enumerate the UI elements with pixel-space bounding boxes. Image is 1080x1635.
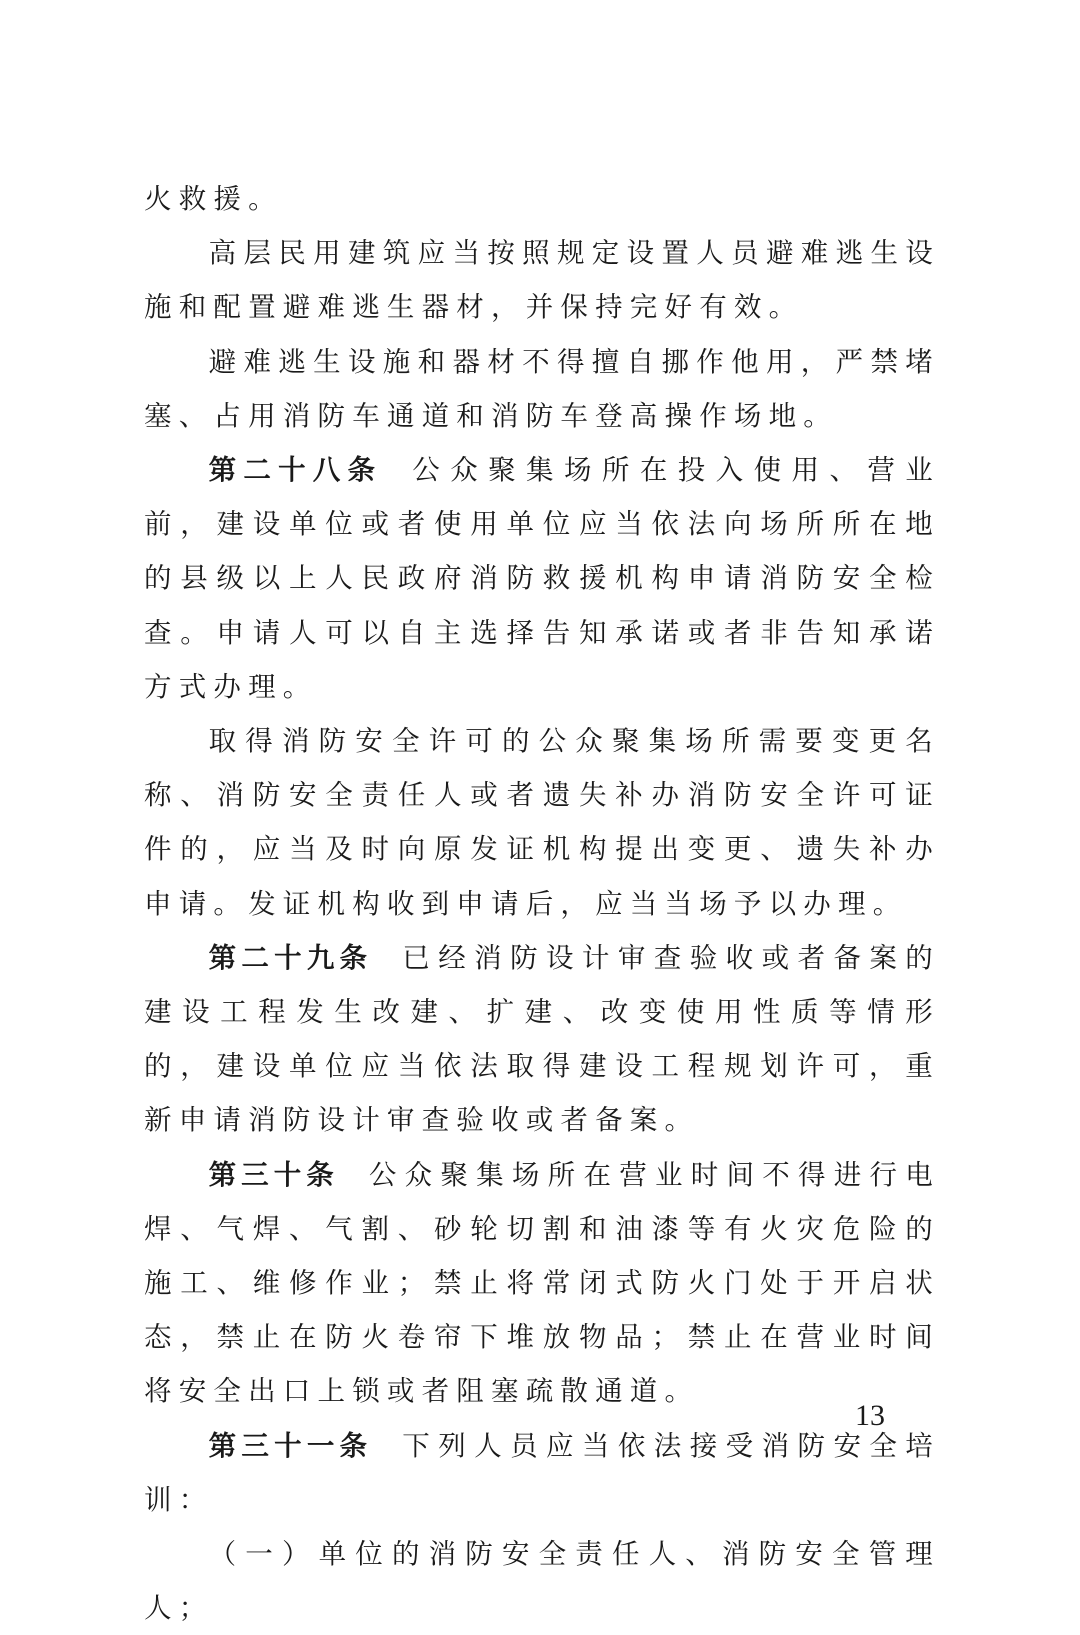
article-label: 第三十条 <box>208 1158 339 1191</box>
paragraph-text: 公众聚集场所在营业时间不得进行电焊、气焊、气割、砂轮切割和油漆等有火灾危险的施工、维修作业；禁止将常闭式防火门处于开启状态，禁止在防火卷帘下堆放物品；禁止在营业时间将安全出口上锁或者阻塞疏散通道。 <box>144 1158 940 1408</box>
article-paragraph <box>144 443 940 714</box>
list-item <box>144 1527 940 1635</box>
article-paragraph <box>144 931 940 1148</box>
paragraph-text: 高层民用建筑应当按照规定设置人员避难逃生设施和配置避难逃生器材，并保持完好有效。 <box>144 237 940 324</box>
paragraph <box>144 714 940 931</box>
paragraph-text: 下列人员应当依法接受消防安全培训： <box>144 1429 941 1516</box>
article-label: 第二十八条 <box>208 454 383 487</box>
paragraph <box>144 335 940 443</box>
article-label: 第二十九条 <box>208 941 373 974</box>
paragraph-text: 火救援。 <box>144 183 283 215</box>
paragraph-text: 取得消防安全许可的公众聚集场所需要变更名称、消防安全责任人或者遗失补办消防安全许可证件的，应当及时向原发证机构提出变更、遗失补办申请。发证机构收到申请后，应当当场予以办理。 <box>144 725 940 920</box>
article-label: 第三十一条 <box>208 1429 373 1462</box>
paragraph-text: 公众聚集场所在投入使用、营业前，建设单位或者使用单位应当依法向场所所在地的县级以上人民政府消防救援机构申请消防安全检查。申请人可以自主选择告知承诺或者非告知承诺方式办理。 <box>144 454 940 703</box>
paragraph-text: 避难逃生设施和器材不得擅自挪作他用，严禁堵塞、占用消防车通道和消防车登高操作场地。 <box>144 345 940 432</box>
article-paragraph <box>144 1148 940 1419</box>
article-paragraph <box>144 1419 940 1527</box>
paragraph <box>144 226 940 334</box>
page-number: 13 <box>855 1399 885 1432</box>
paragraph-text: （一）单位的消防安全责任人、消防安全管理人； <box>144 1538 940 1625</box>
paragraph-text: 已经消防设计审查验收或者备案的建设工程发生改建、扩建、改变使用性质等情形的，建设单位应当依法取得建设工程规划许可，重新申请消防设计审查验收或者备案。 <box>144 941 941 1137</box>
paragraph <box>144 172 940 226</box>
document-body <box>144 172 940 1635</box>
